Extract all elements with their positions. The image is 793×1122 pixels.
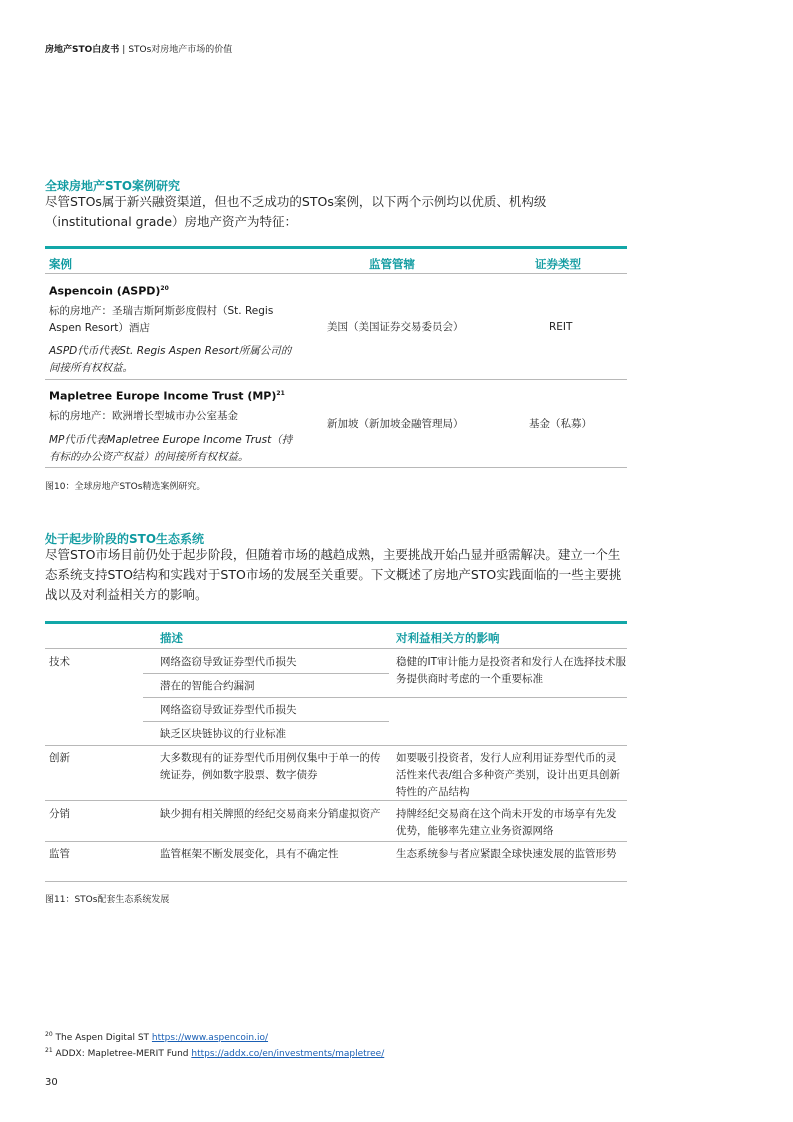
table2-category-tech: 技术 bbox=[49, 656, 70, 668]
table2-innovation-impact: 如要吸引投资者，发行人应利用证券型代币的灵活性来代表/组合多种资产类别，设计出更具创新特性的产品结构 bbox=[396, 752, 621, 798]
table2-row-divider-1 bbox=[45, 745, 627, 746]
table1-row-divider bbox=[45, 379, 627, 380]
table1-row1-underlying: 标的房地产：圣瑞吉斯阿斯彭度假村（St. Regis Aspen Resort）酒店 bbox=[49, 305, 274, 334]
table2-tech-impact-rule bbox=[389, 697, 627, 698]
running-header bbox=[45, 42, 232, 55]
table2-top-bar bbox=[45, 621, 627, 624]
footnote-20: $^{20}$ The Aspen Digital ST https://www.aspencoin.io/ bbox=[45, 1031, 269, 1043]
table2-tech-desc-1: 网络盗窃导致证券型代币损失 bbox=[160, 656, 297, 668]
table1-row1-regulator: 美国（美国证券交易委员会） bbox=[327, 321, 464, 333]
table1-header-rule bbox=[45, 273, 627, 274]
table2-tech-desc-2: 潜在的智能合约漏洞 bbox=[160, 680, 255, 692]
table2-tech-rule-2 bbox=[143, 697, 389, 698]
table1-row1-security: REIT bbox=[549, 321, 573, 333]
table1-row1-name: Aspencoin (ASPD)$^{20}$ bbox=[49, 284, 169, 298]
table2-category-distribution: 分销 bbox=[49, 808, 70, 820]
header-subtitle: STOs对房地产市场的价值 bbox=[128, 45, 233, 55]
table2-tech-rule-3 bbox=[143, 721, 389, 722]
section-title-case-study: 全球房地产STO案例研究 bbox=[45, 179, 181, 193]
table2-row-divider-2 bbox=[45, 800, 627, 801]
table1-header-case: 案例 bbox=[49, 257, 72, 271]
table2-tech-rule-1 bbox=[143, 673, 389, 674]
table1-caption: 图10：全球房地产STOs精选案例研究。 bbox=[45, 482, 206, 492]
section-paragraph-case-study: 尽管STOs属于新兴融资渠道，但也不乏成功的STOs案例，以下两个示例均以优质、机构级（institutional grade）房地产资产为特征： bbox=[45, 194, 547, 229]
table2-distribution-desc: 缺少拥有相关牌照的经纪交易商来分销虚拟资产 bbox=[160, 808, 381, 820]
table2-regulation-desc: 监管框架不断发展变化，具有不确定性 bbox=[160, 848, 339, 860]
table1-top-bar bbox=[45, 246, 627, 249]
table2-header-impact: 对利益相关方的影响 bbox=[396, 631, 500, 645]
table2-regulation-impact: 生态系统参与者应紧跟全球快速发展的监管形势 bbox=[396, 848, 617, 860]
table2-category-innovation: 创新 bbox=[49, 752, 70, 764]
table1-row2-regulator: 新加坡（新加坡金融管理局） bbox=[327, 418, 464, 430]
footnote-20-link[interactable]: https://www.aspencoin.io/ bbox=[151, 1033, 269, 1043]
footnote-21: $^{21}$ ADDX: Mapletree-MERIT Fund https://addx.co/en/investments/mapletree/ bbox=[45, 1047, 385, 1059]
header-title: 房地产STO白皮书 bbox=[45, 45, 120, 55]
table1-row2-name: Mapletree Europe Income Trust (MP)$^{21}$ bbox=[49, 389, 285, 403]
section-title-ecosystem: 处于起步阶段的STO生态系统 bbox=[45, 532, 205, 546]
table2-tech-impact: 稳健的IT审计能力是投资者和发行人在选择技术服务提供商时考虑的一个重要标准 bbox=[396, 656, 627, 685]
table2-innovation-desc: 大多数现有的证券型代币用例仅集中于单一的传统证券，例如数字股票、数字债券 bbox=[160, 752, 381, 781]
table1-row2-underlying: 标的房地产：欧洲增长型城市办公室基金 bbox=[49, 410, 238, 422]
table1-header-security: 证券类型 bbox=[535, 257, 581, 271]
header-separator: | bbox=[122, 45, 126, 55]
table1-bottom-rule bbox=[45, 467, 627, 468]
table2-row-divider-3 bbox=[45, 841, 627, 842]
table1-row1-note: ASPD代币代表St. Regis Aspen Resort所属公司的间接所有权权益。 bbox=[49, 345, 292, 374]
section-paragraph-ecosystem: 尽管STO市场目前仍处于起步阶段，但随着市场的越趋成熟，主要挑战开始凸显并亟需解决。建立一个生态系统支持STO结构和实践对于STO市场的发展至关重要。下文概述了房地产STO实践面临的一些主要挑战以及对利益相关方的影响。 bbox=[45, 547, 622, 602]
page-number: 30 bbox=[45, 1077, 58, 1088]
table2-category-regulation: 监管 bbox=[49, 848, 70, 860]
table1-row2-security: 基金（私募） bbox=[529, 418, 592, 430]
table2-caption: 图11：STOs配套生态系统发展 bbox=[45, 895, 170, 905]
table1-header-regulator: 监管管辖 bbox=[369, 257, 415, 271]
footnote-21-link[interactable]: https://addx.co/en/investments/mapletree/ bbox=[191, 1049, 385, 1059]
table2-header-rule bbox=[45, 648, 627, 649]
table2-bottom-rule bbox=[45, 881, 627, 882]
table1-row2-note: MP代币代表Mapletree Europe Income Trust（持有标的办公资产权益）的间接所有权权益。 bbox=[49, 434, 293, 463]
table2-header-description: 描述 bbox=[160, 631, 183, 645]
table2-tech-desc-3: 网络盗窃导致证券型代币损失 bbox=[160, 704, 297, 716]
table2-distribution-impact: 持牌经纪交易商在这个尚未开发的市场享有先发优势，能够率先建立业务资源网络 bbox=[396, 808, 617, 837]
table2-tech-desc-4: 缺乏区块链协议的行业标准 bbox=[160, 728, 286, 740]
